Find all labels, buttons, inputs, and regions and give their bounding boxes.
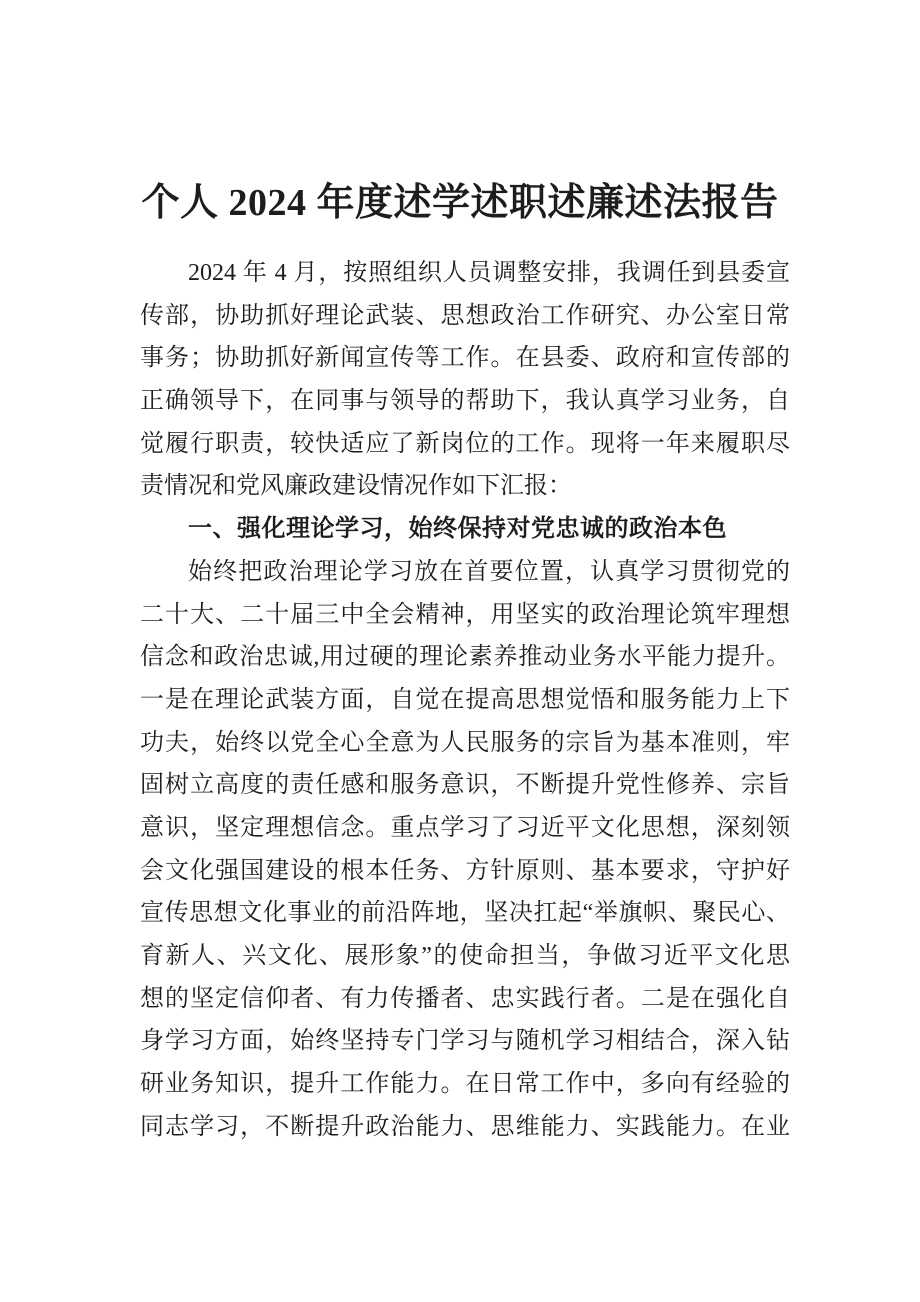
document-line: 育新人、兴文化、展形象”的使命担当，争做习近平文化思 bbox=[140, 943, 790, 969]
document-line: 想的坚定信仰者、有力传播者、忠实践行者。二是在强化自 bbox=[140, 985, 790, 1012]
document-line: 觉履行职责，较快适应了新岗位的工作。现将一年来履职尽 bbox=[140, 430, 790, 457]
document-line: 宣传思想文化事业的前沿阵地，坚决扛起“举旗帜、聚民心、 bbox=[140, 900, 790, 927]
section-heading: 一、强化理论学习，始终保持对党忠诚的政治本色 bbox=[188, 515, 727, 543]
document-line: 正确领导下，在同事与领导的帮助下，我认真学习业务，自 bbox=[140, 388, 790, 415]
document-line: 意识，坚定理想信念。重点学习了习近平文化思想，深刻领 bbox=[140, 814, 790, 841]
document-line: 一是在理论武装方面，自觉在提高思想觉悟和服务能力上下 bbox=[140, 686, 790, 713]
document-line: 固树立高度的责任感和服务意识，不断提升党性修养、宗旨 bbox=[140, 772, 790, 799]
document-line: 功夫，始终以党全心全意为人民服务的宗旨为基本准则，牢 bbox=[140, 729, 790, 756]
document-line: 二十大、二十届三中全会精神，用坚实的政治理论筑牢理想 bbox=[140, 601, 790, 628]
document-line: 会文化强国建设的根本任务、方针原则、基本要求，守护好 bbox=[140, 857, 790, 884]
document-line: 2024 年 4 月，按照组织人员调整安排，我调任到县委宣 bbox=[188, 260, 790, 286]
document-line: 事务；协助抓好新闻宣传等工作。在县委、政府和宣传部的 bbox=[140, 345, 790, 372]
document-line: 同志学习，不断提升政治能力、思维能力、实践能力。在业 bbox=[140, 1113, 790, 1140]
document-line: 身学习方面，始终坚持专门学习与随机学习相结合，深入钻 bbox=[140, 1028, 790, 1055]
document-line: 传部，协助抓好理论武装、思想政治工作研究、办公室日常 bbox=[140, 302, 790, 329]
document-line: 研业务知识，提升工作能力。在日常工作中，多向有经验的 bbox=[140, 1071, 790, 1098]
document-line: 信念和政治忠诚,用过硬的理论素养推动业务水平能力提升。 bbox=[140, 644, 790, 671]
document-body bbox=[140, 252, 790, 1148]
document-title: 个人 2024 年度述学述职述廉述法报告 bbox=[141, 182, 779, 225]
document-line: 始终把政治理论学习放在首要位置，认真学习贯彻党的 bbox=[188, 558, 790, 585]
document-line: 责情况和党风廉政建设情况作如下汇报： bbox=[140, 473, 572, 500]
